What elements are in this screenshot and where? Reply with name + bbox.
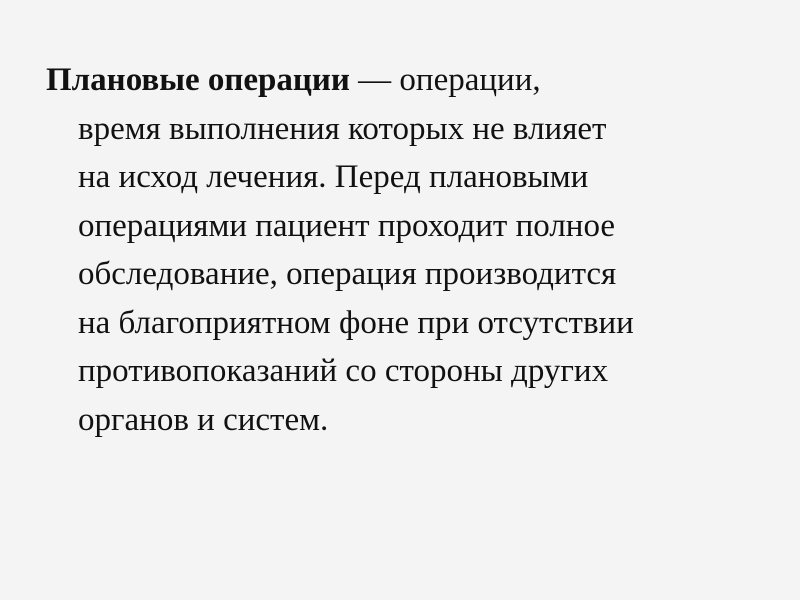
paragraph-line-7: противопоказаний со стороны других (78, 353, 609, 389)
paragraph-line-5: обследование, операция производится (78, 256, 617, 292)
paragraph-line-3: на исход лечения. Перед плановыми (78, 159, 589, 195)
paragraph-line-8: органов и систем. (78, 401, 329, 438)
term-definition-start: — операции, (349, 62, 541, 98)
paragraph-line-1 (46, 56, 766, 105)
term-heading: Плановые операции (46, 62, 350, 98)
paragraph-line-2: время выполнения которых не влияет (78, 110, 607, 147)
definition-paragraph (46, 56, 766, 444)
paragraph-line-6: на благоприятном фоне при отсутствии (78, 304, 634, 341)
paragraph-line-4: операциями пациент проходит полное (78, 207, 616, 244)
